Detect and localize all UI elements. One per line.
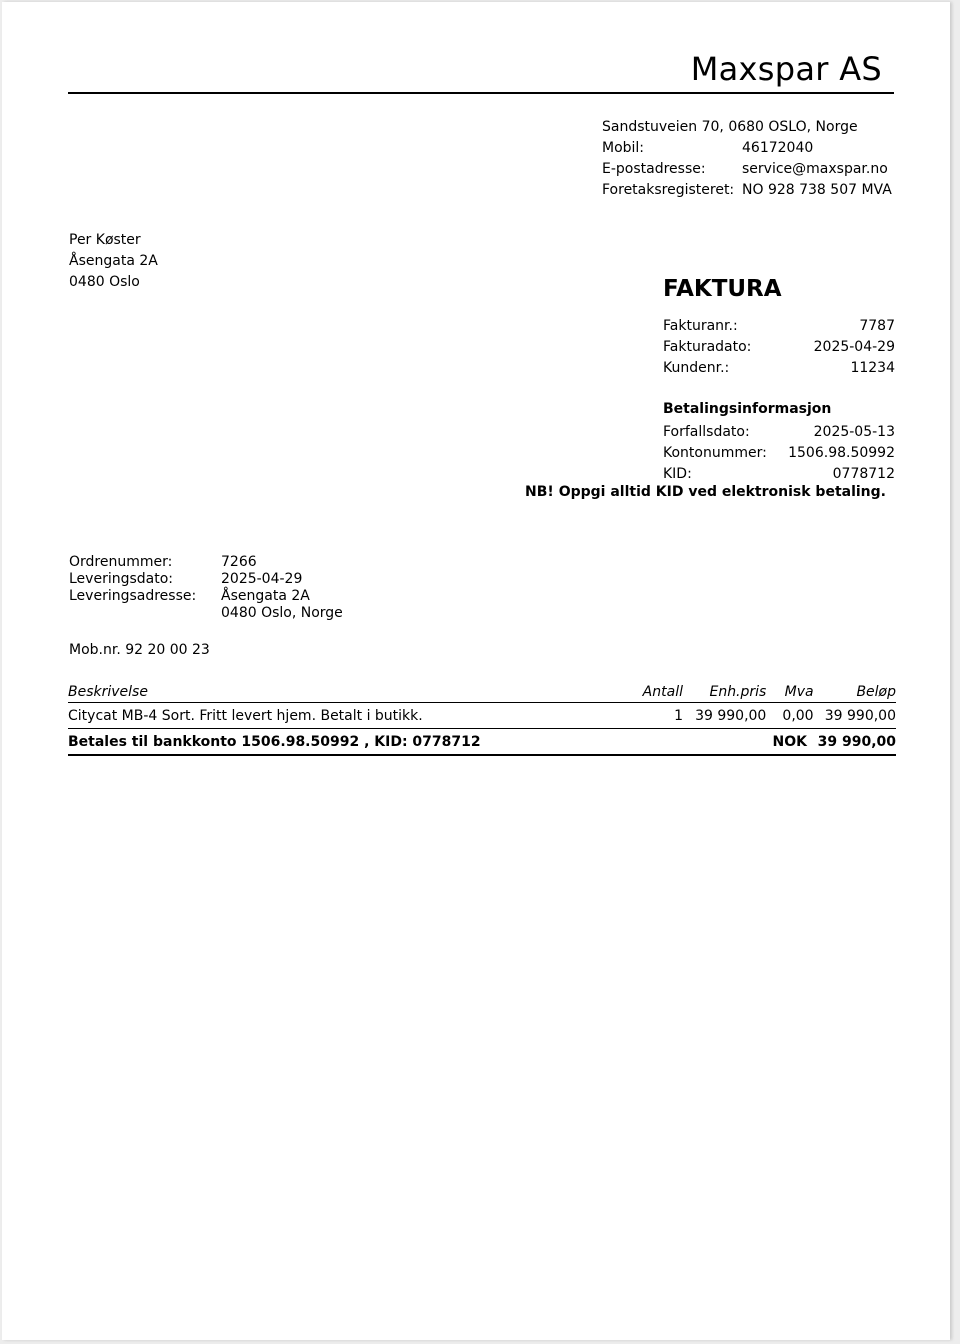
invoice-label: Fakturanr.: xyxy=(663,318,738,334)
invoice-row xyxy=(663,337,895,358)
recipient-city: 0480 Oslo xyxy=(69,274,140,290)
invoice-title: FAKTURA xyxy=(663,276,782,302)
invoice-label: Fakturadato: xyxy=(663,339,752,355)
order-label: Leveringsadresse: xyxy=(69,588,197,604)
line-description: Citycat MB-4 Sort. Fritt levert hjem. Betalt i butikk. xyxy=(68,707,423,724)
order-details xyxy=(69,554,343,622)
payment-row xyxy=(663,443,895,464)
payment-row xyxy=(663,464,895,485)
total-amount: 39 990,00 xyxy=(817,733,896,750)
order-label xyxy=(69,605,221,622)
payment-label: KID: xyxy=(663,466,692,482)
sender-info xyxy=(602,117,892,201)
line-unit-price: 39 990,00 xyxy=(695,707,767,724)
order-label: Leveringsdato: xyxy=(69,571,174,587)
invoice-value: 7787 xyxy=(859,318,895,334)
company-name: Maxspar AS xyxy=(690,50,882,88)
payment-info-title: Betalingsinformasjon xyxy=(663,401,832,417)
payment-value: 0778712 xyxy=(832,466,895,482)
invoice-row xyxy=(663,316,895,337)
payment-label: Forfallsdato: xyxy=(663,424,750,440)
sender-address: Sandstuveien 70, 0680 OSLO, Norge xyxy=(602,119,858,135)
sender-value: NO 928 738 507 MVA xyxy=(742,182,892,198)
header-unit-price: Enh.pris xyxy=(709,683,767,700)
header-divider xyxy=(68,92,894,94)
order-value: Åsengata 2A xyxy=(221,588,310,604)
table-row xyxy=(68,703,896,729)
total-currency: NOK xyxy=(772,733,807,750)
invoice-lines-table xyxy=(68,681,896,756)
mobile-number: Mob.nr. 92 20 00 23 xyxy=(69,642,210,658)
sender-row-mobile xyxy=(602,138,892,159)
payment-value: 2025-05-13 xyxy=(813,424,895,440)
order-row xyxy=(69,605,343,622)
order-label: Ordrenummer: xyxy=(69,554,173,570)
table-total-row xyxy=(68,729,896,756)
order-value: 0480 Oslo, Norge xyxy=(221,605,343,621)
order-value: 7266 xyxy=(221,554,257,570)
sender-row-orgnr xyxy=(602,180,892,201)
line-amount: 39 990,00 xyxy=(824,707,896,724)
recipient-address xyxy=(69,230,158,293)
order-row xyxy=(69,588,343,605)
kid-notice: NB! Oppgi alltid KID ved elektronisk betaling. xyxy=(525,484,886,500)
payment-details xyxy=(663,422,895,485)
header-description: Beskrivelse xyxy=(68,683,148,700)
header-quantity: Antall xyxy=(642,683,683,700)
table-header xyxy=(68,681,896,703)
total-label: Betales til bankkonto 1506.98.50992 , KID: 0778712 xyxy=(68,733,481,750)
sender-label: Mobil: xyxy=(602,140,645,156)
invoice-details xyxy=(663,316,895,379)
line-quantity: 1 xyxy=(674,707,683,724)
sender-value: service@maxspar.no xyxy=(742,161,888,177)
order-row xyxy=(69,571,343,588)
invoice-label: Kundenr.: xyxy=(663,360,730,376)
invoice-value: 11234 xyxy=(850,360,895,376)
order-value: 2025-04-29 xyxy=(221,571,303,587)
payment-label: Kontonummer: xyxy=(663,445,767,461)
recipient-name: Per Køster xyxy=(69,232,141,248)
invoice-row xyxy=(663,358,895,379)
sender-label: Foretaksregisteret: xyxy=(602,182,735,198)
recipient-street: Åsengata 2A xyxy=(69,253,158,269)
payment-value: 1506.98.50992 xyxy=(788,445,895,461)
sender-label: E-postadresse: xyxy=(602,161,706,177)
order-row xyxy=(69,554,343,571)
invoice-value: 2025-04-29 xyxy=(813,339,895,355)
header-amount: Beløp xyxy=(856,683,896,700)
header-vat: Mva xyxy=(784,683,814,700)
payment-row xyxy=(663,422,895,443)
sender-value: 46172040 xyxy=(742,140,814,156)
line-vat: 0,00 xyxy=(782,707,814,724)
invoice-page xyxy=(2,2,950,1340)
sender-row-email xyxy=(602,159,892,180)
